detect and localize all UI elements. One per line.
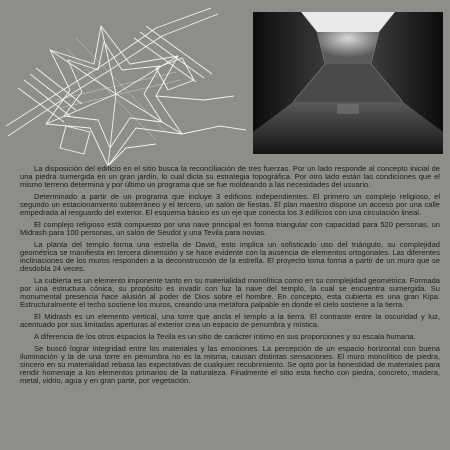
ceiling-well [317,32,379,64]
paragraph: El complejo religioso está compuesto por una nave principal en forma triangular con capacidad para 520 personas, un Midrash para 100 personas, un salón de Seudot y una Tevila para novias. [20,220,440,237]
paragraph: Determinado a partir de un programa que incluye 3 edificios independientes. El primero un complejo religioso, el segundo un estacionamiento subterráneo y el tercero, un salón de fiestas. El plan maestro dispone un acceso por una calle empedrada al resguardo del exterior. El esquema básico es un eje que conecta los 3 edificios con una circulación lineal. [20,192,440,217]
plan-line [182,126,246,134]
plan-line [6,8,211,126]
paragraph: Se buscó lograr integridad entre los materiales y las emociones. La percepción de un espacio horizontal con buena iluminación y la de una torre en penumbra no es la misma, causan distintas sensaciones. El muro monolítico de piedra, sincero en su materialidad rebasa las expectativas de cualquier recubrimiento. Se optó por la honestidad de materiales para rendir homenaje a los elementos primarios de la naturaleza. Finalmente el sitio esta hecho con piedra, concreto, madera, metal, vidrio, agua y en gran parte, por vegetación. [20,344,440,385]
light-spill [337,104,359,114]
annex-outline [60,126,90,154]
skylight [301,12,395,32]
site-plan-sketch [6,8,246,168]
description-text [20,165,440,447]
plan-line [108,144,156,166]
interior-photo [253,12,443,154]
paragraph: La disposición del edificio en el sitio busca la reconciliación de tres fuerzas. Por un lado responde al concepto inicial de una piedra sumergida en un gran jardín, lo cual dicta su estrategia topográfica. Por otro lado están las condiciones que el mismo terreno determina y por último un programa que se fue moldeando a las necesidades del usuario. [20,164,440,189]
plan-line [156,96,234,100]
paragraph: La cubierta es un elemento imponente tanto en su materialidad monolítica como en su complejidad geométrica. Formada por una estructura cónica, su propósito es invadir con luz la nave del templo, la cual se encuentra sumergida. Su monumental presencia hace alusión al poder de Dios sobre el hombre. En concepto, esta cubierta es una gran Kipa. Estructuralmente el techo sostiene los muros, creando una metáfora palpable en donde el cielo sostiene a la tierra. [20,276,440,309]
plan-line [36,68,82,104]
plan-line [140,32,204,78]
plan-line [108,94,116,166]
paragraph: La planta del templo forma una estrella de David, esto implica un sofisticado uso del triángulo, su complejidad geométrica se manifiesta en tercera dimensión y se hace evidente con la ausencia de elementos ortogonales. Las diferentes inclinaciones de los muros responden a la deconstrucción de la estrella. El proyecto toma forma a partir de un muro que se desdobla 24 veces. [20,240,440,273]
plan-line [134,38,196,82]
paragraph: A diferencia de los otros espacios la Tevila es un sitio de carácter íntimo en sus proporciones y su escala humana. [34,332,416,341]
paragraph: El Midrash es un elemento vertical, una torre que ancla el templo a la tierra. El contraste entre la oscuridad y luz, acentuado por sus limitadas aperturas al exterior crea un espacio de penumbra y mística. [20,312,440,329]
